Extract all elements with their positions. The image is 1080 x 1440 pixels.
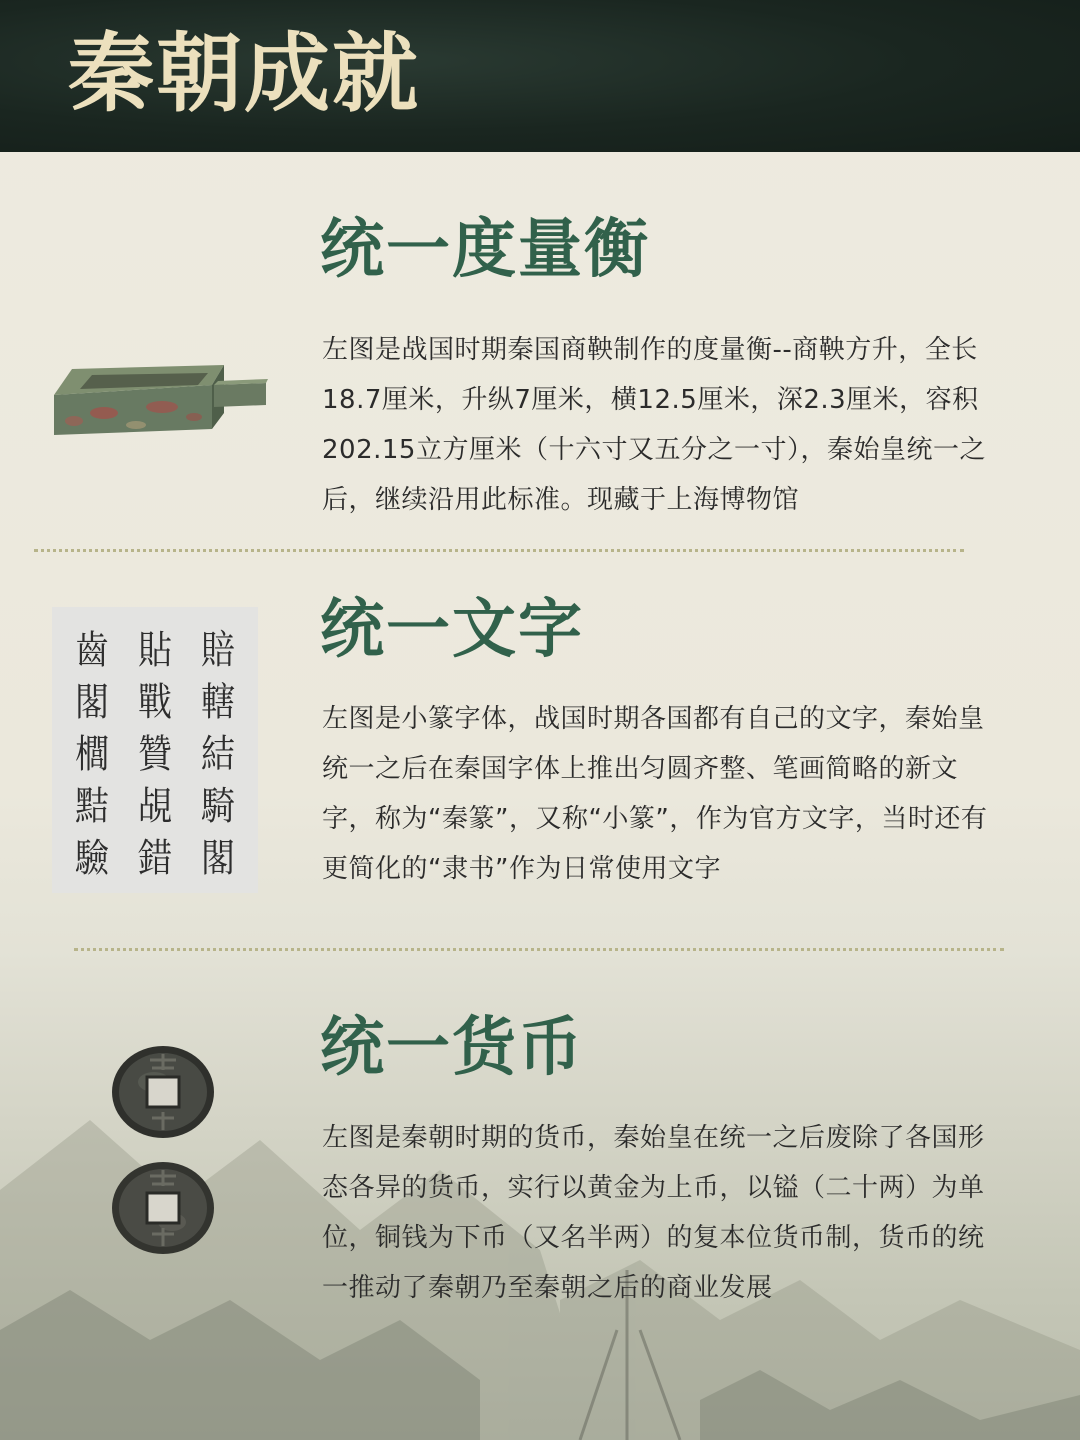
section-title-measures: 统一度量衡 xyxy=(320,212,650,287)
seal-column xyxy=(135,625,175,885)
section-body-script: 左图是小篆字体，战国时期各国都有自己的文字，秦始皇统一之后在秦国字体上推出匀圆齐整、笔画简略的新文字，称为“秦篆”，又称“小篆”，作为官方文字，当时还有更简化的“隶书”作为日常使用文字 xyxy=(322,704,988,884)
seal-glyph: 貼 xyxy=(138,628,172,674)
section-divider xyxy=(34,549,964,552)
seal-script-image xyxy=(52,607,258,893)
seal-glyph: 轄 xyxy=(201,680,235,726)
seal-glyph: 賠 xyxy=(201,628,235,674)
page-title: 秦朝成就 xyxy=(68,23,420,124)
coin-image xyxy=(110,1044,216,1140)
seal-glyph: 閣 xyxy=(201,836,235,882)
section-title-currency: 统一货币 xyxy=(320,1010,584,1085)
seal-column xyxy=(198,625,238,885)
seal-glyph: 覘 xyxy=(138,784,172,830)
coin-image xyxy=(110,1160,216,1256)
seal-glyph: 齒 xyxy=(75,628,109,674)
seal-glyph: 櫚 xyxy=(75,732,109,778)
section-title-script: 统一文字 xyxy=(320,592,584,667)
header-banner xyxy=(0,0,1080,152)
seal-column xyxy=(72,625,112,885)
seal-glyph: 贊 xyxy=(138,732,172,778)
measuring-box-image xyxy=(44,355,274,445)
seal-glyph: 驗 xyxy=(75,836,109,882)
section-body-measures: 左图是战国时期秦国商鞅制作的度量衡--商鞅方升，全长18.7厘米，升纵7厘米，横12.5厘米，深2.3厘米，容积202.15立方厘米（十六寸又五分之一寸），秦始皇统一之后，继续沿用此标准。现藏于上海博物馆 xyxy=(322,335,986,515)
seal-glyph: 結 xyxy=(201,732,235,778)
seal-glyph: 黠 xyxy=(75,784,109,830)
section-body-currency: 左图是秦朝时期的货币，秦始皇在统一之后废除了各国形态各异的货币，实行以黄金为上币，以镒（二十两）为单位，铜钱为下币（又名半两）的复本位货币制，货币的统一推动了秦朝乃至秦朝之后的商业发展 xyxy=(322,1123,985,1303)
seal-glyph: 騎 xyxy=(201,784,235,830)
seal-glyph: 戰 xyxy=(138,680,172,726)
seal-glyph: 錯 xyxy=(138,836,172,882)
seal-glyph: 閣 xyxy=(75,680,109,726)
section-divider xyxy=(74,948,1004,951)
